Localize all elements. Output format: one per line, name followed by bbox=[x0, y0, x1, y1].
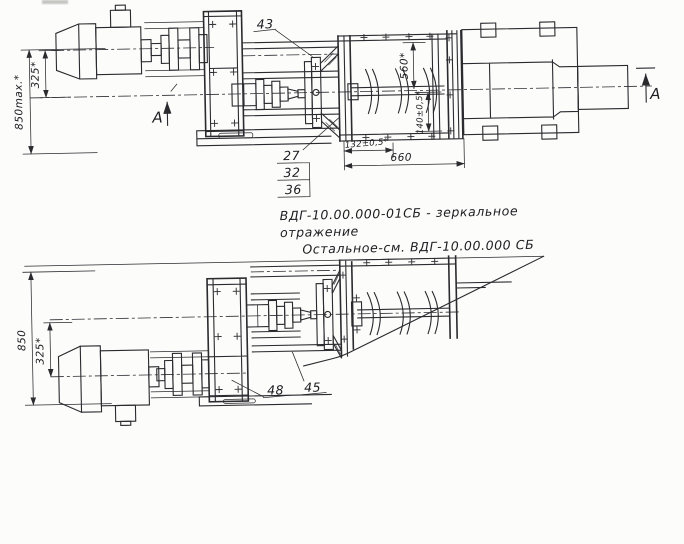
dim-140-label: 140±0,5* bbox=[414, 90, 426, 135]
drawing-notes bbox=[279, 201, 580, 258]
dim-560-label: 560* bbox=[398, 51, 411, 80]
auger-screw-top bbox=[348, 68, 445, 114]
main-axis-centerline bbox=[30, 86, 652, 98]
callout-43 bbox=[254, 16, 313, 58]
dimension-850-bottom bbox=[15, 271, 112, 406]
bottom-view-drawing bbox=[15, 254, 547, 427]
dimension-325-bottom bbox=[34, 322, 73, 377]
dimension-140 bbox=[415, 90, 442, 134]
dimension-325-top bbox=[29, 50, 70, 98]
dim-850-label: 850 bbox=[15, 329, 29, 352]
base-frame-bottom bbox=[199, 394, 331, 406]
electric-motor-top bbox=[55, 5, 151, 80]
note-line-1: ВДГ-10.00.000-01СБ - зеркальное отражение bbox=[279, 203, 519, 241]
gearbox-housing-bottom bbox=[207, 278, 248, 402]
top-view-drawing bbox=[11, 0, 662, 202]
callout-32-label: 32 bbox=[283, 164, 301, 181]
discharge-frame-top bbox=[462, 20, 629, 140]
dim-325-bottom-label: 325* bbox=[34, 337, 47, 365]
gearbox-bolts bbox=[209, 20, 238, 126]
callout-43-label: 43 bbox=[256, 16, 274, 32]
dim-325-top-label: 325* bbox=[29, 61, 42, 89]
motor-coupling-top bbox=[145, 22, 208, 77]
auger-trough-bottom bbox=[302, 254, 546, 366]
dimension-850max bbox=[12, 49, 107, 155]
gearbox-housing-top bbox=[203, 11, 243, 137]
dim-132-label: 132±0,5* bbox=[344, 137, 389, 151]
note-line-2: Остальное-см. ВДГ-10.00.000 СБ bbox=[302, 236, 535, 257]
dim-660-label: 660 bbox=[390, 151, 413, 165]
callout-45-label: 45 bbox=[303, 379, 322, 395]
section-letter-right: A bbox=[649, 84, 661, 104]
dim-850max-label: 850max.* bbox=[12, 74, 26, 131]
section-letter-left: A bbox=[152, 108, 163, 127]
section-marker-left bbox=[151, 84, 178, 126]
callout-48-label: 48 bbox=[267, 382, 285, 398]
callout-27-label: 27 bbox=[283, 147, 301, 164]
gearbox-bolts-bottom bbox=[214, 288, 242, 393]
callout-45 bbox=[292, 352, 326, 396]
auger-screw-bottom bbox=[351, 291, 450, 335]
auger-axis-centerline-bottom bbox=[50, 312, 460, 320]
electric-motor-bottom bbox=[58, 345, 160, 427]
dimension-560 bbox=[398, 42, 426, 89]
callout-36-label: 36 bbox=[284, 181, 302, 198]
section-marker-right bbox=[637, 68, 661, 103]
